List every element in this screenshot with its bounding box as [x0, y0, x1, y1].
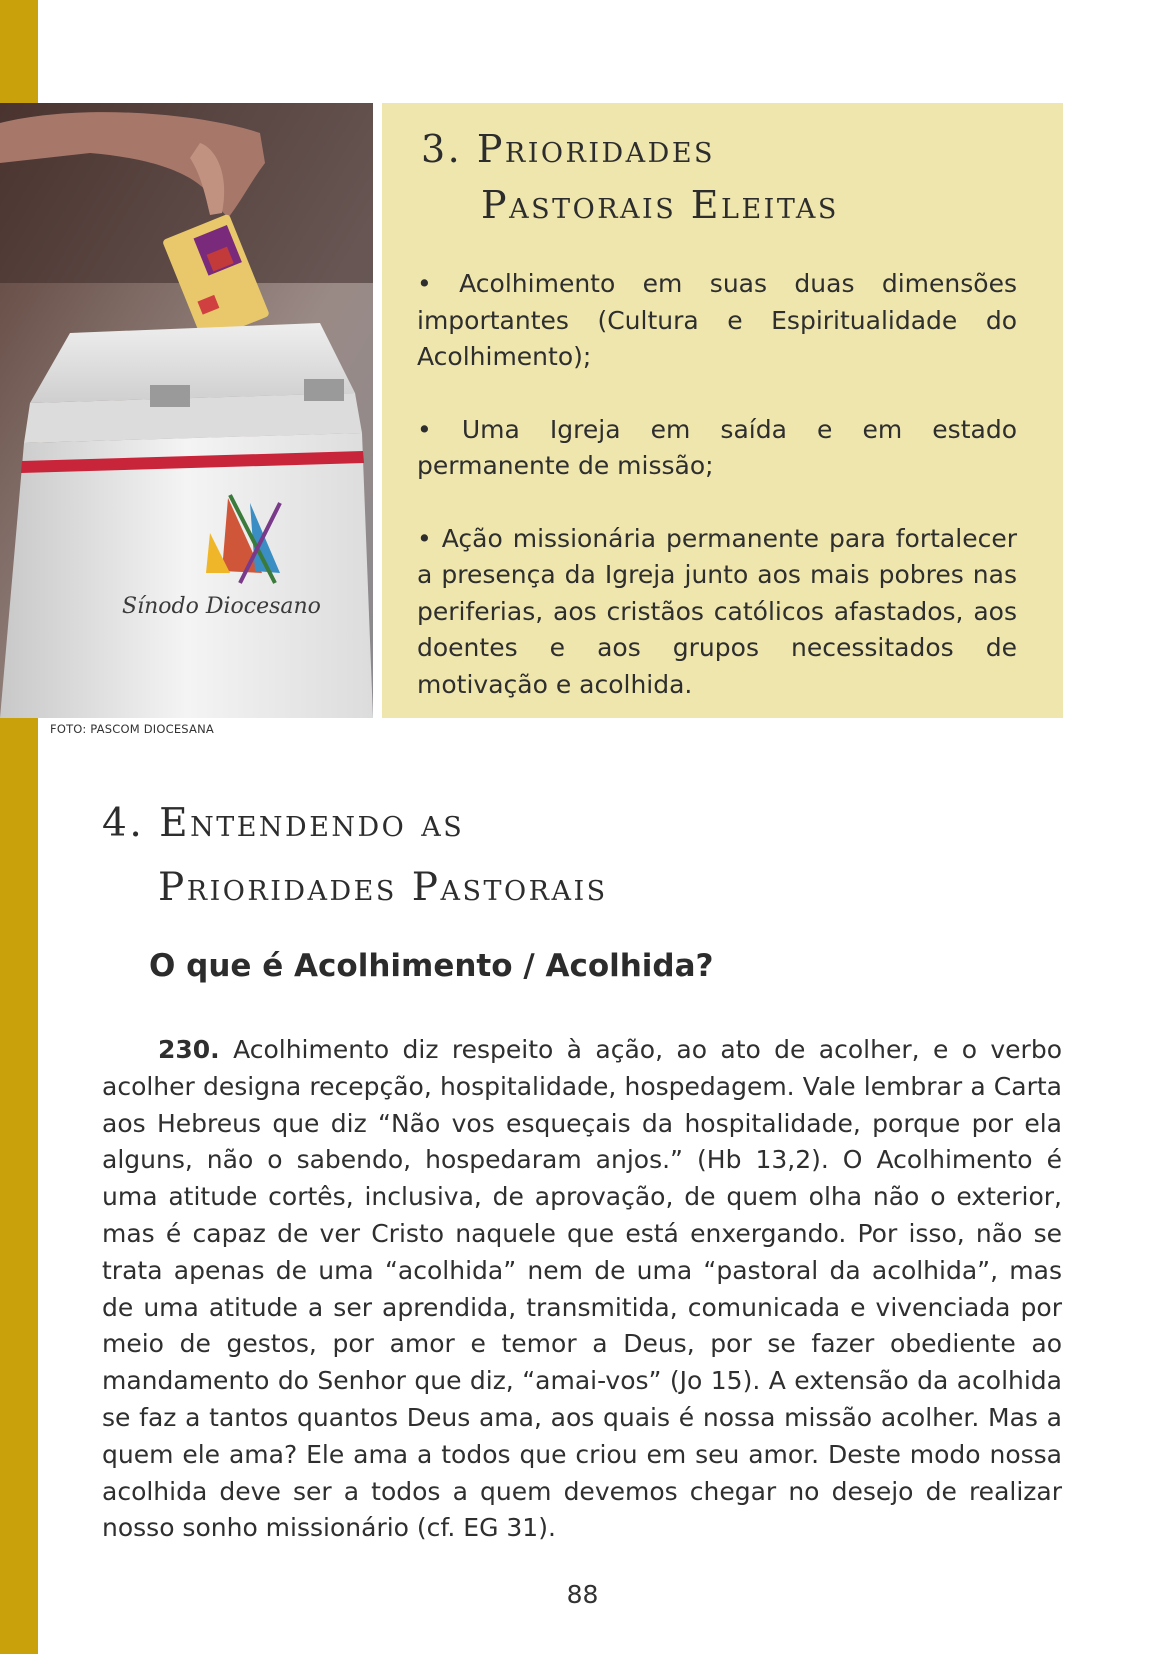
ballot-box-photo: [0, 103, 373, 718]
section-title-line-2: Prioridades Pastorais: [158, 865, 608, 910]
paragraph-text: Acolhimento diz respeito à ação, ao ato de acolher, e o verbo acolher designa recepção, hospitalidade, hospedagem. Vale lembrar a Carta aos Hebreus que diz “Não vos esqueçais da hospitalidade, porque por ela alguns, não o sabendo, hospedaram anjos.” (Hb 13,2). O Acolhimento é uma atitude cortês, inclusiva, de aprovação, de quem olha não o exterior, mas é capaz de ver Cristo naquele que está enxergando. Por isso, não se trata apenas de uma “acolhida” nem de uma “pastoral da acolhida”, mas de uma atitude a ser aprendida, transmitida, comunicada e vivenciada por meio de gestos, por amor e temor a Deus, por se fazer obediente ao mandamento do Senhor que diz, “amai-vos” (Jo 15). A extensão da acolhida se faz a tantos quantos Deus ama, aos quais é nossa missão acolher. Mas a quem ele ama? Ele ama a todos que criou em seu amor. Deste modo nossa acolhida deve ser a todos a quem devemos chegar no desejo de realizar nosso sonho missionário (cf. EG 31).: [102, 1035, 1062, 1543]
page-number: 88: [566, 1580, 599, 1609]
photo-credit: FOTO: PASCOM DIOCESANA: [50, 722, 214, 736]
box-title-line-2: Pastorais Eleitas: [481, 183, 839, 227]
priority-item: • Ação missionária permanente para fortalecer a presença da Igreja junto aos mais pobres nas periferias, aos cristãos católicos afastados, aos doentes e aos grupos necessitados de motivação e acolhida.: [417, 523, 1017, 699]
priorities-box: [382, 103, 1063, 718]
subheading: O que é Acolhimento / Acolhida?: [149, 948, 714, 984]
logo-lettering: Sínodo Diocesano: [122, 594, 321, 619]
priority-item: • Uma Igreja em saída e em estado permanente de missão;: [417, 414, 1017, 480]
section-title: [102, 792, 608, 920]
box-title-line-1: 3. Prioridades: [421, 127, 716, 171]
box-title: [421, 121, 839, 233]
priority-item: • Acolhimento em suas duas dimensões importantes (Cultura e Espiritualidade do Acolhimento);: [417, 269, 1017, 371]
body-paragraph: [102, 1032, 1062, 1547]
paragraph-number: 230.: [158, 1035, 220, 1064]
section-title-line-1: 4. Entendendo as: [102, 801, 465, 846]
priorities-list: [417, 266, 1017, 739]
